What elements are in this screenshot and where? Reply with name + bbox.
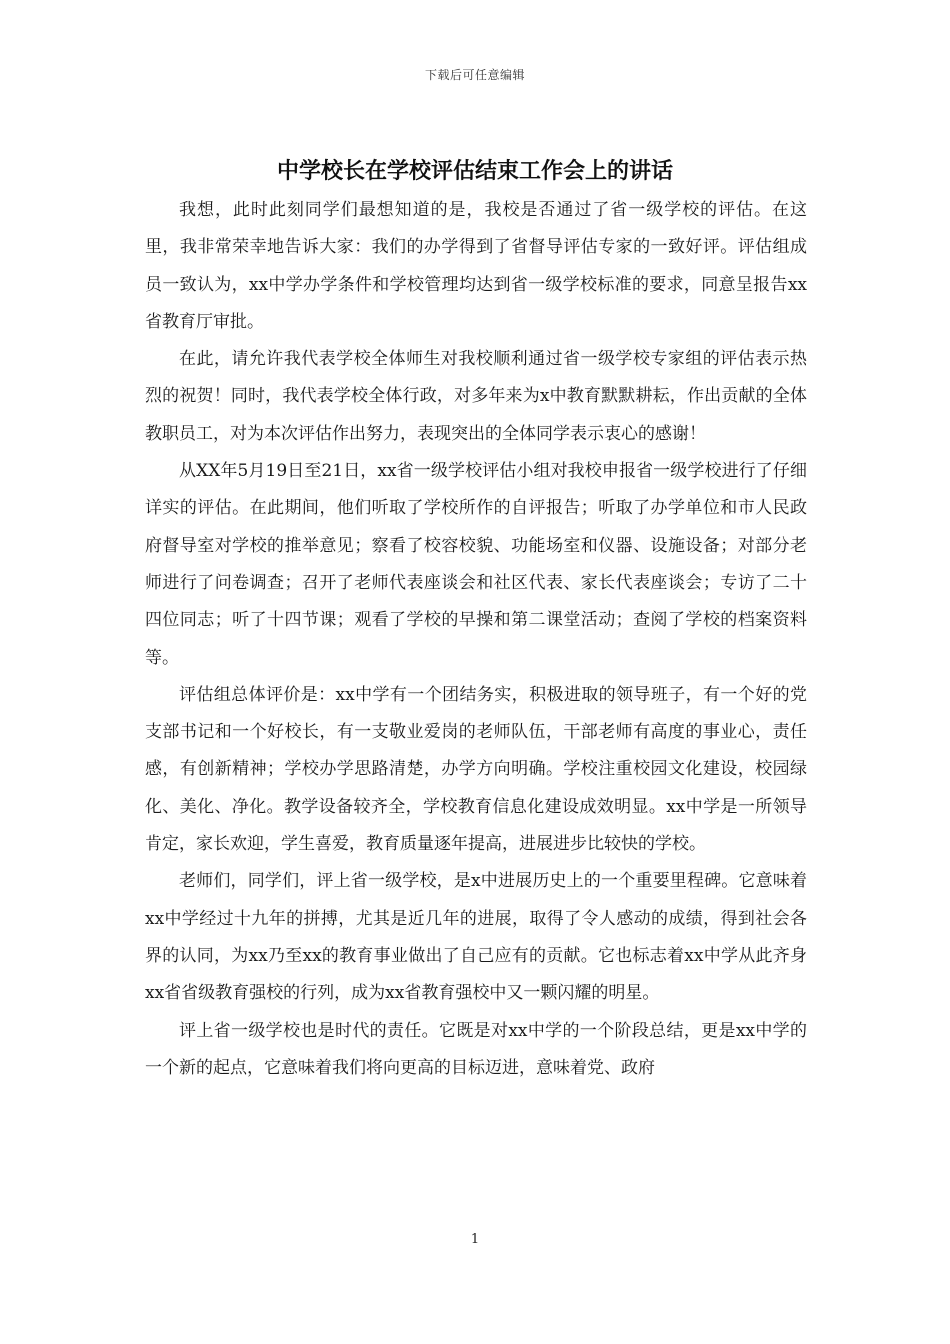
body-paragraph: 评估组总体评价是：xx中学有一个团结务实，积极进取的领导班子，有一个好的党支部书记和一个好校长，有一支敬业爱岗的老师队伍，干部老师有高度的事业心，责任感，有创新精神；学校办学思路清楚，办学方向明确。学校注重校园文化建设，校园绿化、美化、净化。教学设备较齐全，学校教育信息化建设成效明显。xx中学是一所领导肯定，家长欢迎，学生喜爱，教育质量逐年提高，进展进步比较快的学校。	[145, 684, 807, 855]
page-number: 1	[470, 1232, 480, 1247]
body-paragraph: 从XX年5月19日至21日，xx省一级学校评估小组对我校申报省一级学校进行了仔细详实的评估。在此期间，他们听取了学校所作的自评报告；听取了办学单位和市人民政府督导室对学校的推举意见；察看了校容校貌、功能场室和仪器、设施设备；对部分老师进行了问卷调查；召开了老师代表座谈会和社区代表、家长代表座谈会；专访了二十四位同志；听了十四节课；观看了学校的早操和第二课堂活动；查阅了学校的档案资料等。	[145, 461, 807, 668]
document-body	[145, 192, 807, 1087]
document-title: 中学校长在学校评估结束工作会上的讲话	[276, 158, 673, 184]
body-paragraph: 老师们，同学们，评上省一级学校，是x中进展历史上的一个重要里程碑。它意味着xx中学经过十九年的拼搏，尤其是近几年的进展，取得了令人感动的成绩，得到社会各界的认同，为xx乃至xx的教育事业做出了自己应有的贡献。它也标志着xx中学从此齐身xx省省级教育强校的行列，成为xx省教育强校中又一颗闪耀的明星。	[145, 871, 807, 1004]
body-paragraph: 在此，请允许我代表学校全体师生对我校顺利通过省一级学校专家组的评估表示热烈的祝贺！同时，我代表学校全体行政，对多年来为x中教育默默耕耘，作出贡献的全体教职员工，对为本次评估作出努力，表现突出的全体同学表示衷心的感谢！	[145, 349, 807, 444]
body-paragraph: 评上省一级学校也是时代的责任。它既是对xx中学的一个阶段总结，更是xx中学的一个新的起点，它意味着我们将向更高的目标迈进，意味着党、政府	[145, 1020, 807, 1078]
page-header-note: 下载后可任意编辑	[424, 68, 525, 82]
body-paragraph: 我想，此时此刻同学们最想知道的是，我校是否通过了省一级学校的评估。在这里，我非常荣幸地告诉大家：我们的办学得到了省督导评估专家的一致好评。评估组成员一致认为，xx中学办学条件和学校管理均达到省一级学校标准的要求，同意呈报告xx省教育厅审批。	[145, 200, 807, 332]
